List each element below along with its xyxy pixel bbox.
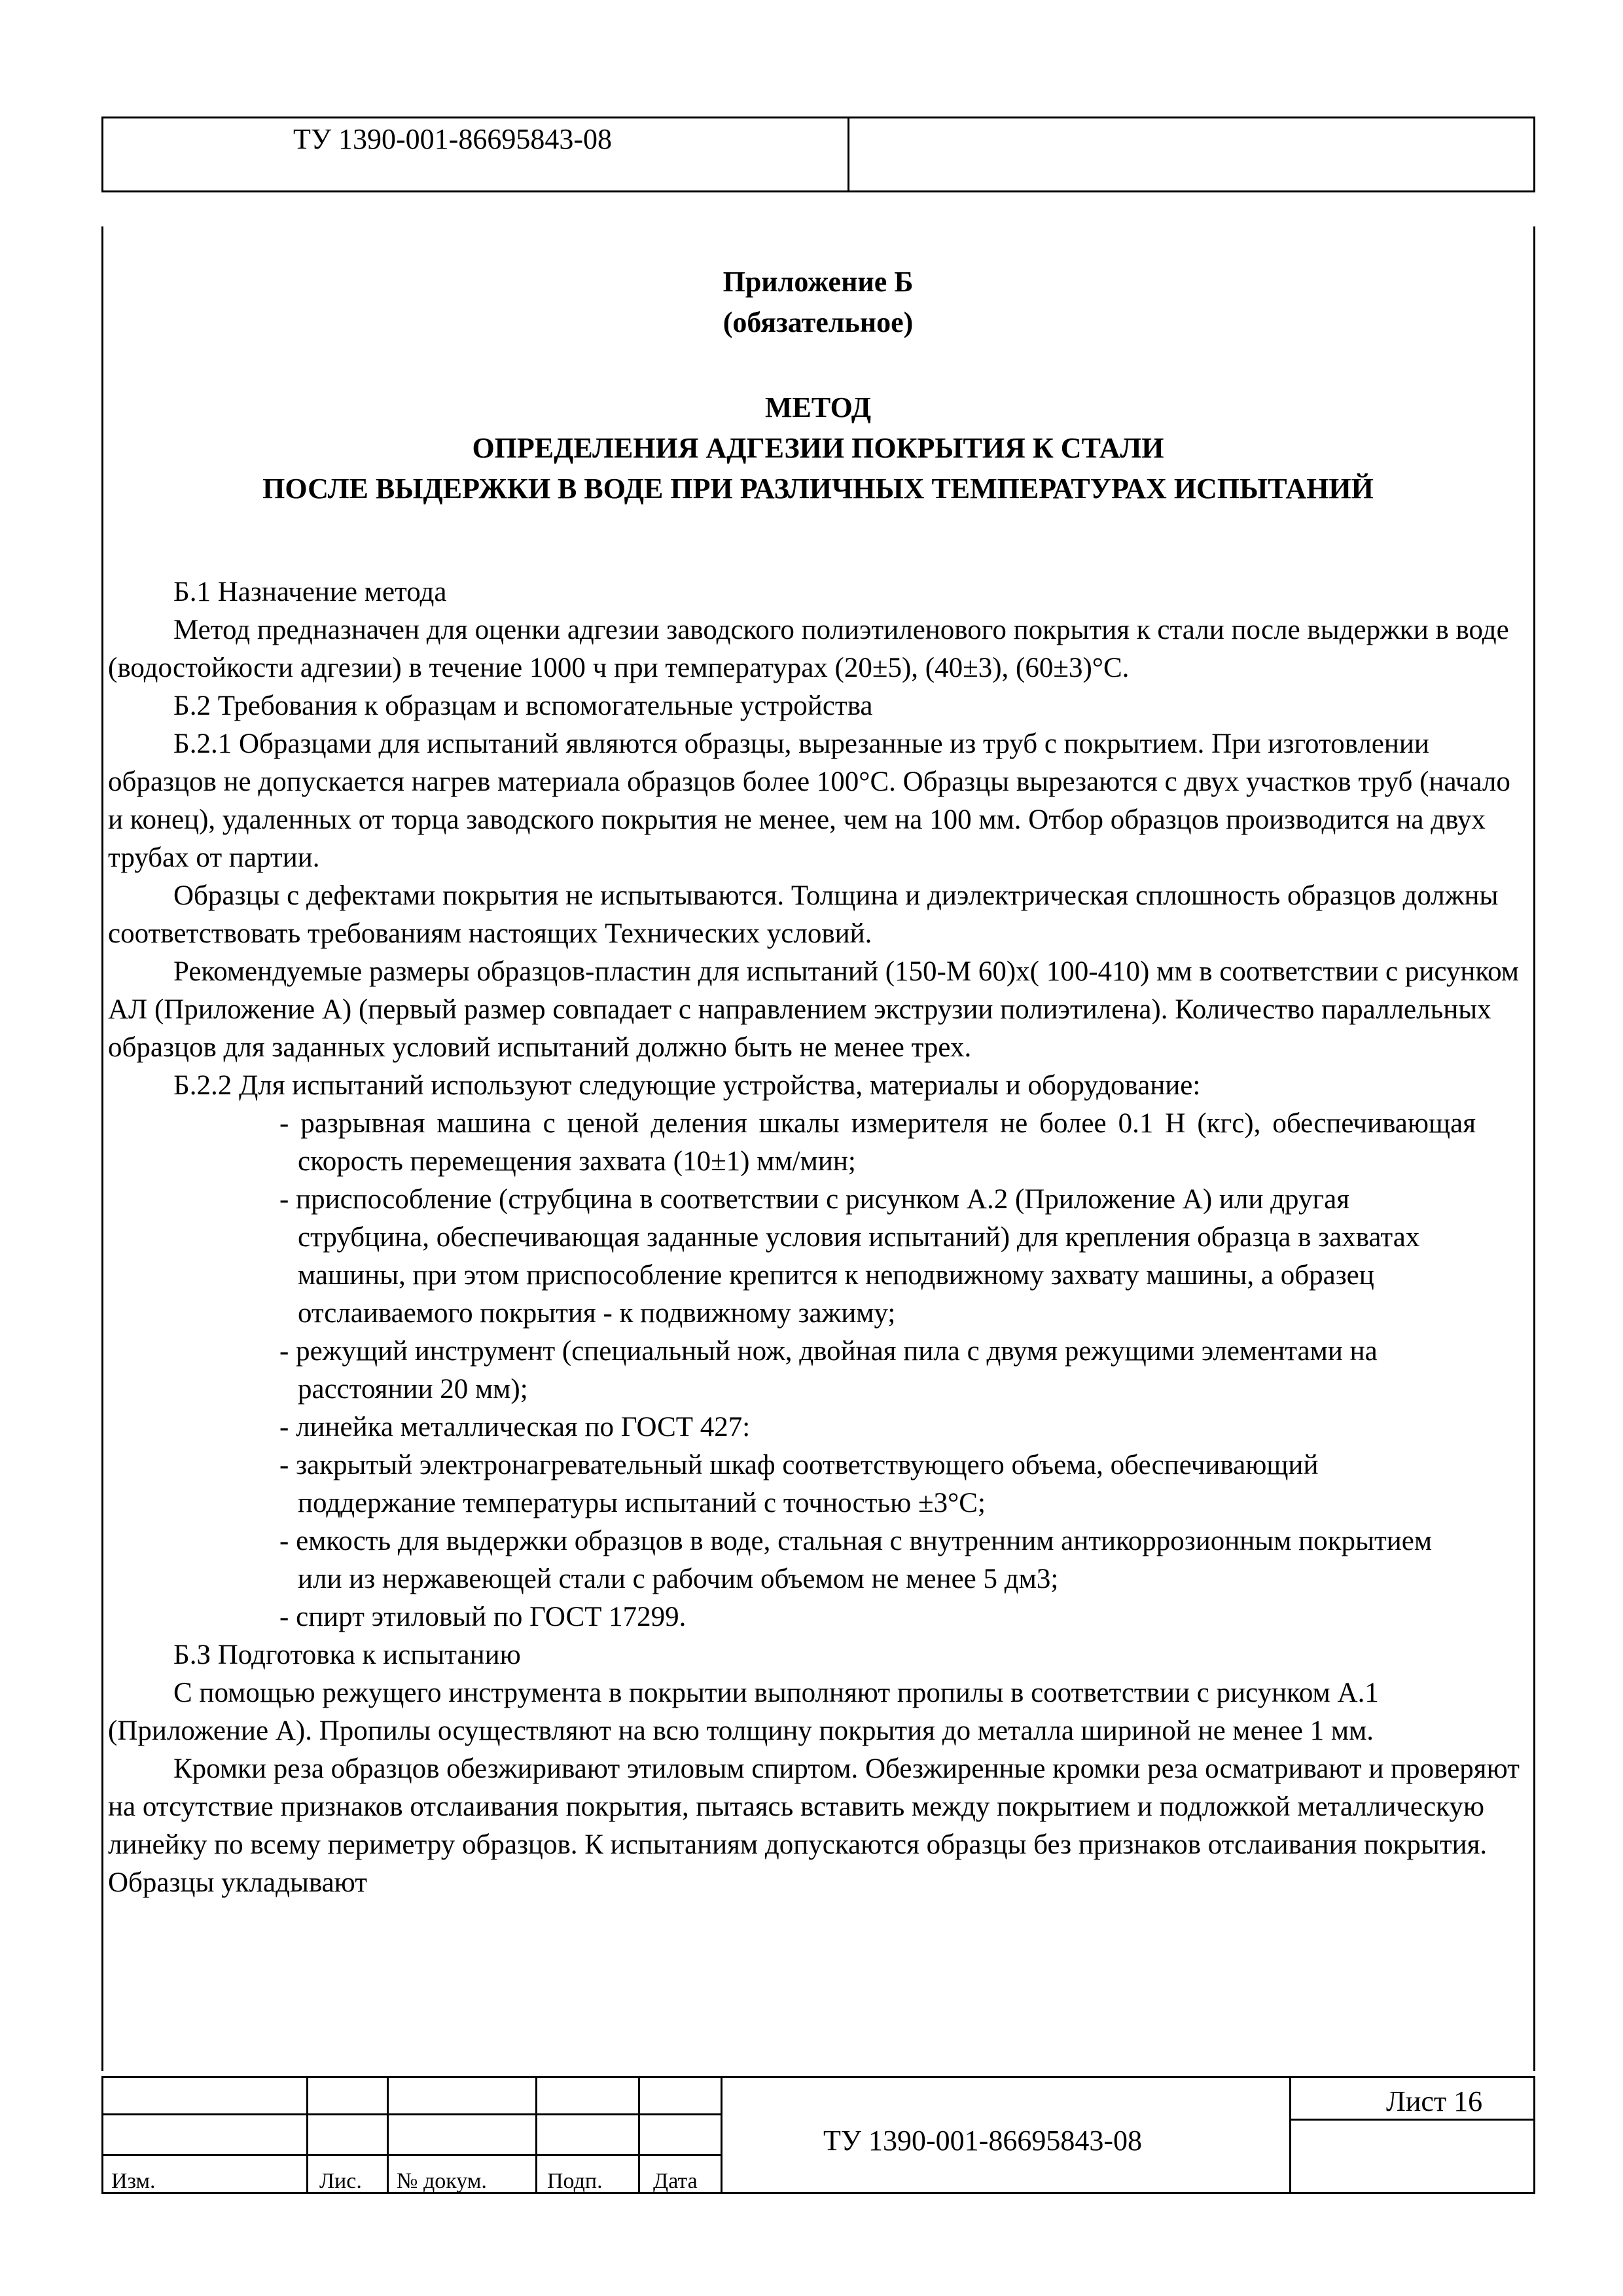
method-heading: МЕТОД	[765, 391, 871, 423]
section-b3-paragraph-2: Кромки реза образцов обезжиривают этиловым спиртом. Обезжиренные кромки реза осматривают и проверяют на отсутствие признаков отслаивания покрытия, пытаясь вставить между покрытием и подложкой металлическую линейку по всему периметру образцов. К испытаниям допускаются образцы без признаков отслаивания покрытия. Образцы укладывают	[108, 1753, 1520, 1898]
stamp-col-divider	[387, 2078, 389, 2192]
header-left-cell	[103, 118, 849, 190]
list-item: - закрытый электронагревательный шкаф соответствующего объема, обеспечивающий поддержание температуры испытаний с точностью ±3°С;	[279, 1450, 1319, 1518]
header-document-code: ТУ 1390-001-86695843-08	[293, 123, 612, 155]
stamp-col-divider	[535, 2078, 537, 2192]
list-item: - линейка металлическая по ГОСТ 427:	[279, 1412, 751, 1443]
appendix-mandatory: (обязательное)	[722, 306, 914, 338]
section-b1-title: Б.1 Назначение метода	[173, 577, 447, 607]
section-b21-paragraph-2: Образцы с дефектами покрытия не испытываются. Толщина и диэлектрическая сплошность образцов должны соответствовать требованиям настоящих Технических условий.	[108, 880, 1499, 949]
method-title-line-1: ОПРЕДЕЛЕНИЯ АДГЕЗИИ ПОКРЫТИЯ К СТАЛИ	[472, 432, 1164, 464]
stamp-sheet-number: Лист 16	[1386, 2085, 1483, 2117]
section-b22-title: Б.2.2 Для испытаний используют следующие устройства, материалы и оборудование:	[173, 1070, 1201, 1101]
stamp-label-izm: Изм.	[111, 2169, 156, 2193]
stamp-label-lis: Лис.	[319, 2169, 362, 2193]
list-item: - емкость для выдержки образцов в воде, стальная с внутренним антикоррозионным покрытием или из нержавеющей стали с рабочим объемом не менее 5 дм3;	[279, 1526, 1433, 1594]
stamp-label-data: Дата	[653, 2169, 698, 2193]
section-b21-paragraph-1: Б.2.1 Образцами для испытаний являются образцы, вырезанные из труб с покрытием. При изготовлении образцов не допускается нагрев материала образцов более 100°С. Образцы вырезаются с двух участков труб (начало и конец), удаленных от торца заводского покрытия не менее, чем на 100 мм. Отбор образцов производится на двух трубах от партии.	[108, 728, 1510, 873]
stamp-col-divider	[306, 2078, 308, 2192]
body-text	[108, 573, 1528, 1902]
section-b21-paragraph-3: Рекомендуемые размеры образцов-пластин для испытаний (150-М 60)х( 100-410) мм в соответствии с рисунком АЛ (Приложение А) (первый размер совпадает с направлением экструзии полиэтилена). Количество параллельных образцов для заданных условий испытаний должно быть не менее трех.	[108, 956, 1520, 1063]
list-item: - приспособление (струбцина в соответствии с рисунком А.2 (Приложение А) или другая струбцина, обеспечивающая заданные условия испытаний) для крепления образца в захватах машины, при этом приспособление крепится к неподвижному захвату машины, а образец отслаиваемого покрытия - к подвижному зажиму;	[279, 1184, 1420, 1329]
stamp-document-code: ТУ 1390-001-86695843-08	[823, 2125, 1142, 2157]
stamp-col-divider	[721, 2078, 722, 2192]
method-title-line-2: ПОСЛЕ ВЫДЕРЖКИ В ВОДЕ ПРИ РАЗЛИЧНЫХ ТЕМПЕРАТУРАХ ИСПЫТАНИЙ	[262, 473, 1374, 505]
frame-right-line	[1533, 226, 1535, 2071]
stamp-row-divider	[103, 2154, 721, 2156]
footer-stamp	[101, 2076, 1535, 2194]
stamp-col-divider	[638, 2078, 640, 2192]
stamp-sheet-divider	[1289, 2119, 1533, 2121]
header-stamp	[101, 117, 1535, 192]
stamp-label-dokum: № докум.	[397, 2169, 487, 2193]
appendix-title: Приложение Б	[722, 266, 914, 298]
stamp-row-divider	[103, 2113, 721, 2115]
section-b2-title: Б.2 Требования к образцам и вспомогательные устройства	[173, 691, 873, 721]
page-content	[108, 262, 1528, 1902]
frame-left-line	[101, 226, 103, 2071]
list-item: - режущий инструмент (специальный нож, двойная пила с двумя режущими элементами на расстоянии 20 мм);	[279, 1336, 1378, 1405]
section-b1-paragraph: Метод предназначен для оценки адгезии заводского полиэтиленового покрытия к стали после выдержки в воде (водостойкости адгезии) в течение 1000 ч при температурах (20±5), (40±3), (60±3)°С.	[108, 615, 1509, 683]
stamp-label-podp: Подп.	[547, 2169, 603, 2193]
section-b3-paragraph-1: С помощью режущего инструмента в покрытии выполняют пропилы в соответствии с рисунком А.1 (Приложение А). Пропилы осуществляют на всю толщину покрытия до металла шириной не менее 1 мм.	[108, 1677, 1379, 1746]
section-b3-title: Б.З Подготовка к испытанию	[173, 1640, 521, 1670]
list-item: - разрывная машина с ценой деления шкалы измерителя не более 0.1 Н (кгс), обеспечивающая скорость перемещения захвата (10±1) мм/мин;	[279, 1108, 1476, 1177]
stamp-col-divider	[1289, 2078, 1291, 2192]
list-item: - спирт этиловый по ГОСТ 17299.	[279, 1602, 687, 1632]
